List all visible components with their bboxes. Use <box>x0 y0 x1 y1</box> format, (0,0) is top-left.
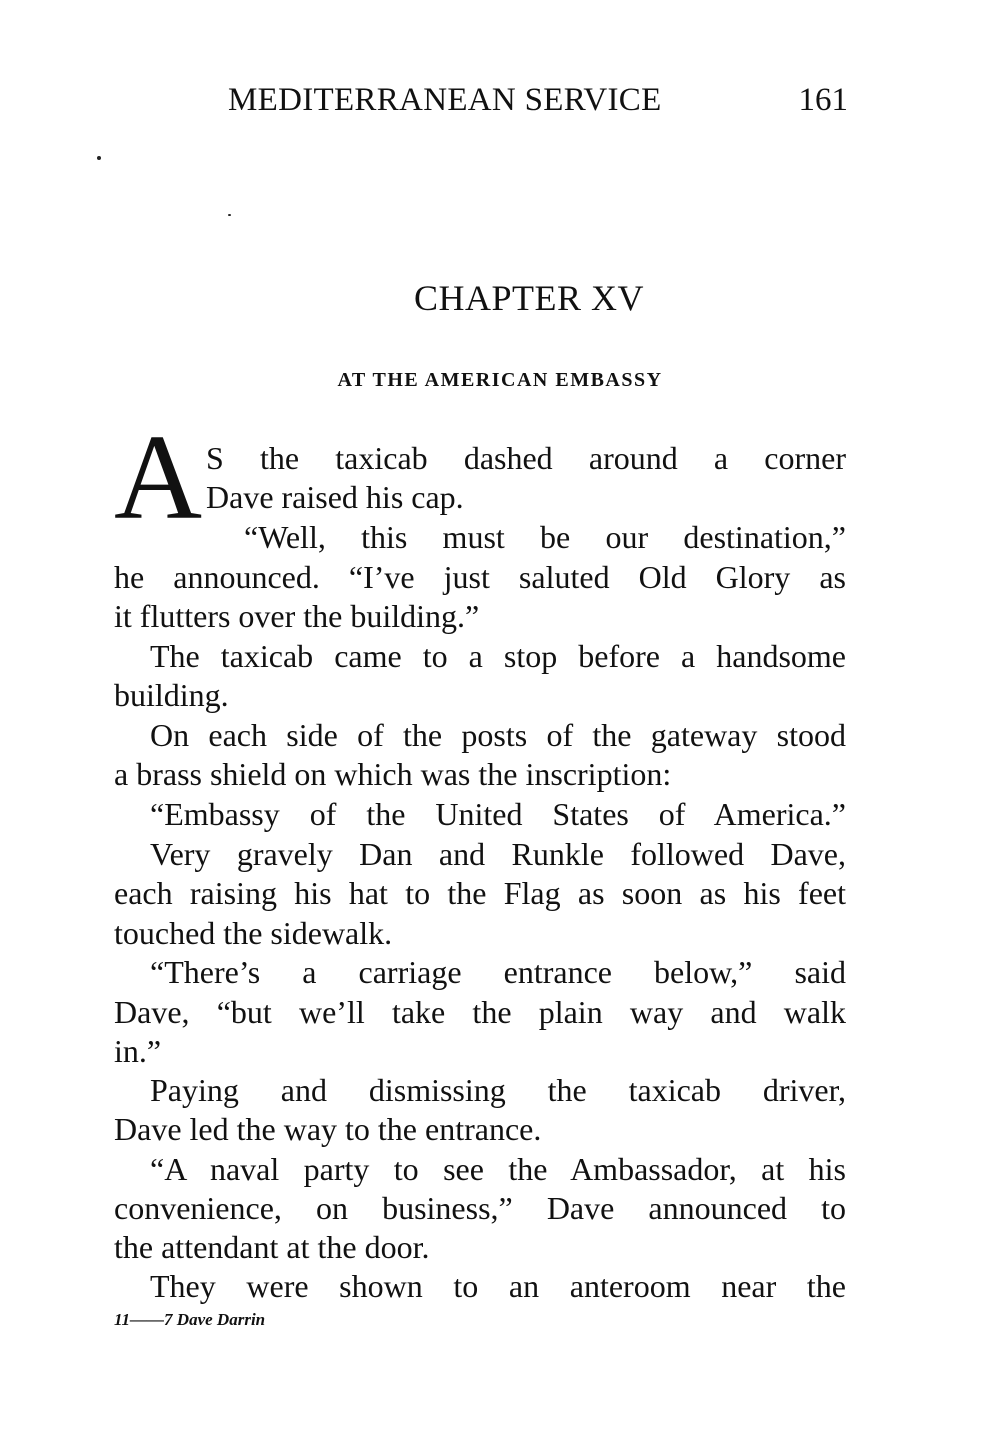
text-line: the attendant at the door. <box>114 1229 430 1265</box>
text-line: a brass shield on which was the inscription: <box>114 756 672 792</box>
text-line: “A naval party to see the Ambassador, at his <box>150 1151 846 1187</box>
text-line: Dave raised his cap. <box>206 479 464 515</box>
signature-mark: 11——7 Dave Darrin <box>114 1310 266 1329</box>
text-line: “Well, this must be our destination,” <box>244 519 846 555</box>
print-speck <box>97 156 101 160</box>
text-line: he announced. “I’ve just saluted Old Glory as <box>114 559 846 595</box>
text-line: S the taxicab dashed around a corner <box>206 440 846 476</box>
text-line: They were shown to an anteroom near the <box>150 1268 846 1304</box>
print-speck <box>228 214 231 216</box>
text-line: building. <box>114 677 229 713</box>
text-line: The taxicab came to a stop before a handsome <box>150 638 846 674</box>
chapter-title: CHAPTER XV <box>413 278 645 318</box>
running-title: MEDITERRANEAN SERVICE <box>228 82 662 118</box>
text-line: “Embassy of the United States of America.” <box>150 796 846 832</box>
text-line: in.” <box>114 1033 162 1069</box>
text-line: Dave led the way to the entrance. <box>114 1111 542 1147</box>
drop-cap: A <box>114 410 203 545</box>
text-line: Dave, “but we’ll take the plain way and walk <box>114 994 846 1030</box>
text-line: touched the sidewalk. <box>114 915 393 951</box>
running-head <box>228 78 848 122</box>
text-line: On each side of the posts of the gateway stood <box>150 717 846 753</box>
page-number: 161 <box>798 82 848 118</box>
text-line: convenience, on business,” Dave announced to <box>114 1190 846 1226</box>
chapter-subtitle: AT THE AMERICAN EMBASSY <box>337 369 663 391</box>
text-line: “There’s a carriage entrance below,” said <box>150 954 846 990</box>
text-line: Paying and dismissing the taxicab driver, <box>150 1072 846 1108</box>
text-line: each raising his hat to the Flag as soon as his feet <box>114 875 846 911</box>
text-line: Very gravely Dan and Runkle followed Dave, <box>150 836 846 872</box>
text-line: it flutters over the building.” <box>114 598 480 634</box>
